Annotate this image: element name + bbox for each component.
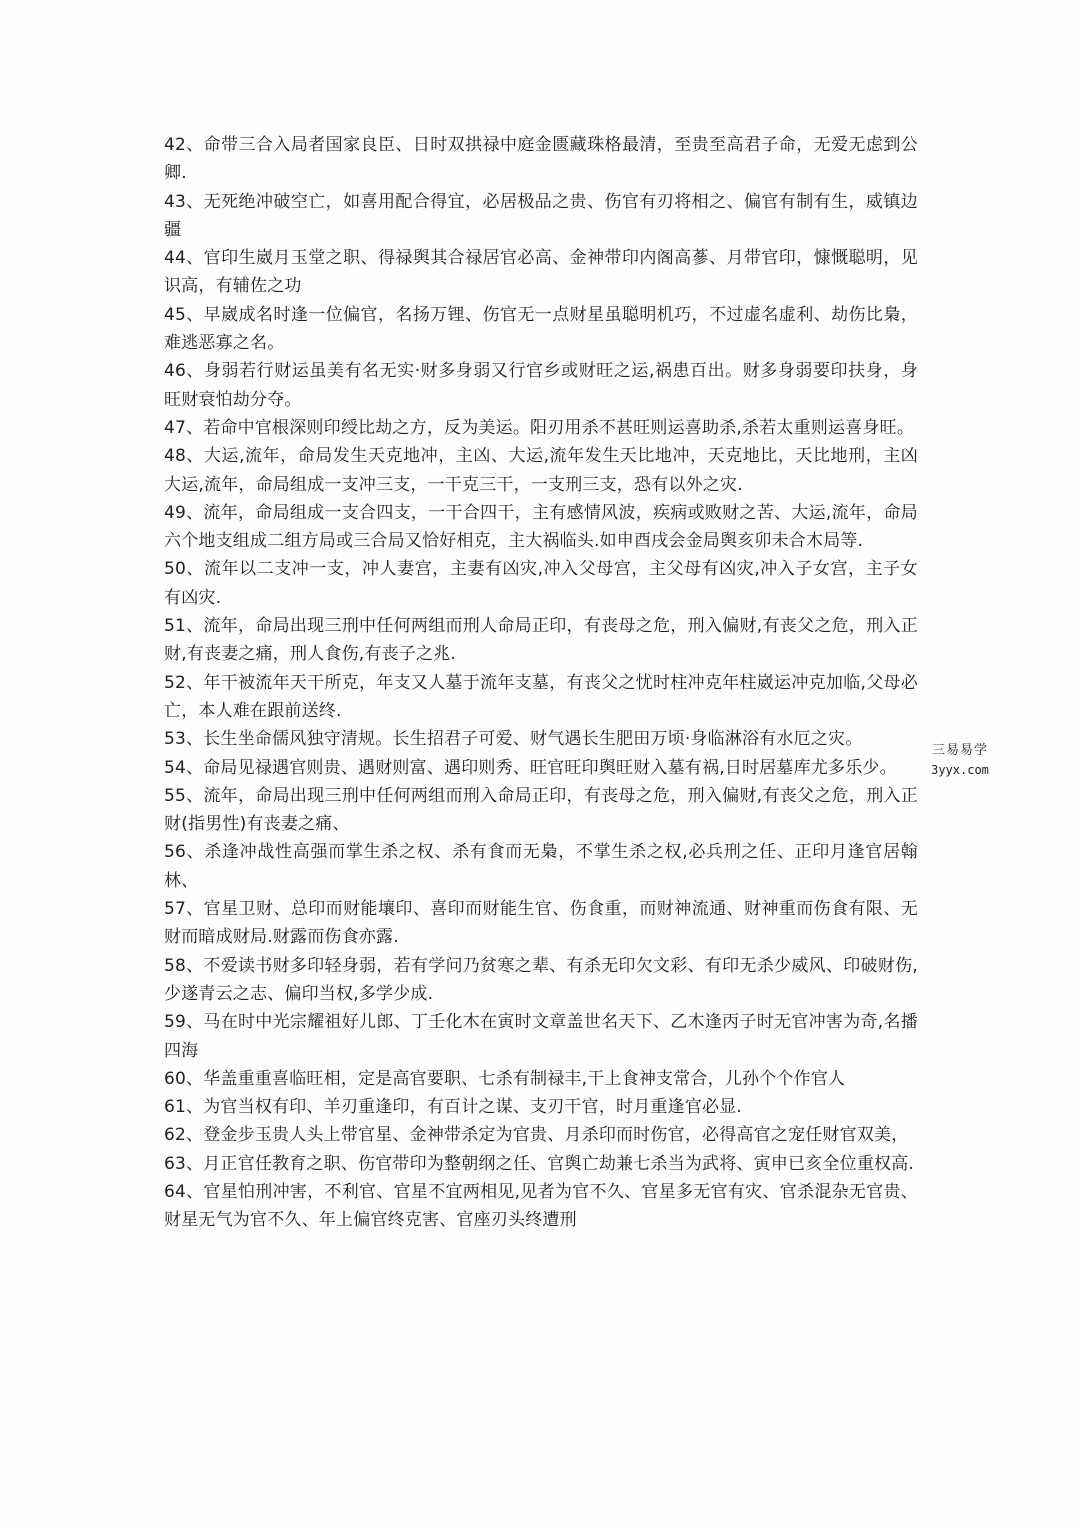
paragraph-52: 52、年干被流年天干所克，年支又人墓于流年支墓，有丧父之忧时柱冲克年柱崴运冲克加临,父母必亡，本人难在跟前送终. bbox=[164, 672, 918, 721]
paragraph-64: 64、官星怕刑冲害，不利官、官星不宜两相见,见者为官不久、官星多无官有灾、官杀混杂无官贵、财星无气为官不久、年上偏官终克害、官座刃头终遭刑 bbox=[164, 1181, 918, 1231]
watermark bbox=[920, 741, 1000, 779]
paragraph-43: 43、无死绝冲破空亡，如喜用配合得宜，必居极品之贵、伤官有刃将相之、偏官有制有生，威镇边疆 bbox=[164, 191, 918, 240]
paragraph-62: 62、登金步玉贵人头上带官星、金神带杀定为官贵、月杀印而时伤官，必得高官之宠任财官双美， bbox=[164, 1125, 909, 1146]
paragraph-45: 45、早崴成名时逢一位偏官，名扬万锂、伤官无一点财星虽聪明机巧，不过虚名虚利、劫伤比梟，难逃恶寡之名。 bbox=[164, 304, 918, 354]
paragraph-60: 60、华盖重重喜临旺相，定是高官要职、七杀有制禄丰,干上食神支常合，儿孙个个作官人 bbox=[164, 1068, 846, 1089]
paragraph-47: 47、若命中官根深则印绶比劫之方，反为美运。阳刃用杀不甚旺则运喜助杀,杀若太重则运喜身旺。 bbox=[164, 417, 915, 438]
watermark-name: 三易易学 bbox=[931, 743, 988, 758]
document-body bbox=[164, 131, 918, 1235]
paragraph-56: 56、杀逢冲战性高强而掌生杀之权、杀有食而无梟，不掌生杀之权,必兵刑之任、正印月逢官居翰林、 bbox=[164, 842, 918, 891]
paragraph-57: 57、官星卫财、总印而财能壤印、喜印而财能生官、伤食重，而财神流通、财神重而伤食有限、无财而暗成财局.财露而伤食亦露. bbox=[164, 899, 918, 948]
paragraph-42: 42、命带三合入局者国家良臣、日时双拱禄中庭金匮藏珠格最清，至贵至高君子命，无爱无虑到公卿. bbox=[164, 135, 918, 184]
paragraph-48: 48、大运,流年，命局发生天克地冲，主凶、大运,流年发生天比地冲，天克地比，天比地刑，主凶大运,流年，命局组成一支冲三支，一干克三干，一支刑三支，恐有以外之灾. bbox=[164, 446, 918, 495]
paragraph-46: 46、身弱若行财运虽美有名无实·财多身弱又行官乡或财旺之运,祸患百出。财多身弱要印扶身，身旺财衰怕劫分夺。 bbox=[164, 361, 918, 410]
watermark-url: 3yyx.com bbox=[931, 763, 989, 777]
paragraph-50: 50、流年以二支冲一支，冲人妻宫，主妻有凶灾,冲入父母宫，主父母有凶灾,冲入子女宫，主子女有凶灾. bbox=[164, 559, 918, 608]
paragraph-54: 54、命局见禄遇官则贵、遇财则富、遇印则秀、旺官旺印舆旺财入墓有祸,日时居墓库尤多乐少。 bbox=[164, 757, 897, 778]
paragraph-51: 51、流年，命局出现三刑中任何两组而刑人命局正印，有丧母之危，刑入偏财,有丧父之危，刑入正财,有丧妻之痛，刑人食伤,有丧子之兆. bbox=[164, 616, 918, 665]
paragraph-58: 58、不爱读书财多印轻身弱，若有学问乃贫寒之辈、有杀无印欠文彩、有印无杀少威风、印破财伤,少遂青云之志、偏印当权,多学少成. bbox=[164, 955, 918, 1004]
paragraph-53: 53、长生坐命儒风独守清规。长生招君子可爱、财气遇长生肥田万顷·身临淋浴有水厄之灾。 bbox=[164, 729, 863, 750]
paragraph-59: 59、马在时中光宗耀祖好儿郎、丁壬化木在寅时文章盖世名天下、乙木逢丙子时无官冲害为奇,名播四海 bbox=[164, 1012, 918, 1061]
paragraph-44: 44、官印生崴月玉堂之职、得禄舆其合禄居官必高、金神带印内阁高蔘、月带官印，慷慨聪明，见识高，有辅佐之功 bbox=[164, 248, 918, 297]
paragraph-61: 61、为官当权有印、羊刃重逢印，有百计之谋、支刃干官，时月重逢官必显. bbox=[164, 1097, 743, 1118]
paragraph-49: 49、流年，命局组成一支合四支，一干合四干，主有感情风波，疾病或败财之苦、大运,流年，命局六个地支组成二组方局或三合局又恰好相克，主大祸临头.如申酉戌会金局舆亥卯未合木局等. bbox=[164, 502, 918, 552]
paragraph-63: 63、月正官任教育之职、伤官带印为整朝纲之任、官舆亡劫兼七杀当为武将、寅申已亥全位重权高. bbox=[164, 1153, 915, 1174]
paragraph-55: 55、流年，命局出现三刑中任何两组而刑入命局正印，有丧母之危，刑入偏财,有丧父之危，刑入正财(指男性)有丧妻之痛、 bbox=[164, 785, 918, 835]
